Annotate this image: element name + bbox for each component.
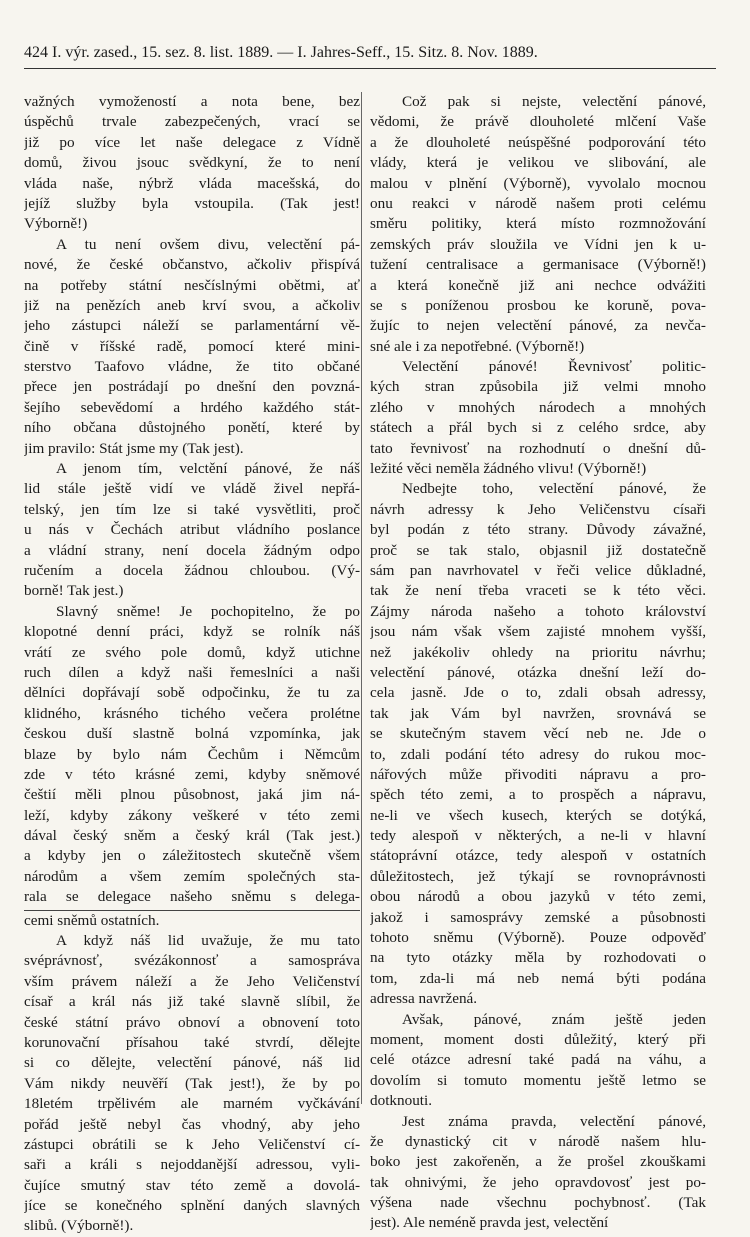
text-line: ne-li ve všech kusech, kterých se dotýká, (370, 806, 706, 824)
text-line: onu reakci v národě našem proti celému (370, 194, 706, 212)
text-line: vším právem náleží a že Jeho Veličenství (24, 972, 360, 990)
text-line: a vládní strany, není docela žádným odpo (24, 541, 360, 559)
text-line: ručením a docela žádnou chloubou. (Vý- (24, 561, 360, 579)
text-line: ležité věci neměla žádného vlivu! (Výborně!) (370, 460, 647, 478)
right-column (370, 92, 706, 1234)
text-line: již po více let naše delegace z Vídně (24, 133, 360, 151)
text-line: sám pan navrhovatel v řeči velice důkladné, (370, 561, 706, 579)
text-line: celé otázce adresní také padá na váhu, a (370, 1051, 706, 1069)
text-line: A tu není ovšem divu, velectění pá- (56, 235, 360, 253)
text-line: jsou nám však všem zajisté mnohem vyšší, (370, 623, 706, 641)
text-line: malou v plnění (Výborně), vyvolalo mocnou (370, 174, 706, 192)
text-line: obou národů a obou jazyků v této zemi, (370, 888, 706, 906)
text-line: saři a králi s nejoddanější adressou, vyli- (24, 1156, 360, 1174)
text-line: návrh adressy k Jeho Veličenstvu císaři (370, 500, 706, 518)
text-line: proč se tak stalo, objasnil již dostatečně (370, 541, 706, 559)
text-line: klidného, krásného tichého večera prolétne (24, 704, 360, 722)
text-line: českou duší slastně bolná vzpomínka, jak (24, 725, 360, 743)
text-line: sterstvo Taafovo vládne, že tito občané (24, 358, 360, 376)
text-line: státech a přál bych si z celého srdce, aby (370, 419, 706, 437)
text-line: tak ohnivými, že jeho opravdovosť jest po- (370, 1173, 706, 1191)
text-line: vědomi, že právě dlouholeté mlčení Vaše (370, 113, 706, 131)
text-line: české státní právo obnoví a obnovení toto (24, 1013, 360, 1031)
text-line: Výborně!) (24, 215, 88, 233)
text-line: a která konečně již ani nechce odvážiti (370, 276, 706, 294)
text-line: dovolím si tomuto momentu ještě letmo se (370, 1071, 706, 1089)
text-line: na potřeby státní nesčíslnými obětmi, ať (24, 276, 360, 294)
text-line: než jakékoliv ohledy na prioritu návrhu; (370, 643, 706, 661)
text-line: směru politiky, která místo rozmnožování (370, 215, 706, 233)
text-line: tohoto sněmu (Výborně). Pouze odpověď (370, 929, 706, 947)
text-line: cela jasně. Jde o to, zdali obsah adressy, (370, 684, 706, 702)
text-line: čujíce smutný stav této země a dovolá- (24, 1176, 360, 1194)
text-line: zemských práv sloužila ve Vídni jen k u- (370, 235, 706, 253)
text-line: úspěchů trvale zabezpečených, vrací se (24, 113, 360, 131)
text-line: přece jen postrádají po dnešní den povzná- (24, 378, 360, 396)
text-line: zástupci obrátili se k Jeho Veličenství cí- (24, 1135, 360, 1153)
text-line: lid stále ještě vidí ve vládě živel nepřá- (24, 480, 360, 498)
text-line: pořád ještě nebyl čas vhodný, aby jeho (24, 1115, 360, 1133)
text-line: telský, jen tím lze si také vysvětliti, proč (24, 500, 360, 518)
text-line: zlého v mnohých národech a mnohých (370, 398, 706, 416)
text-line: Slavný sněme! Je pochopitelno, že po (56, 602, 360, 620)
text-line: nářových může přivoditi nápravu a pro- (370, 765, 706, 783)
text-line: A když náš lid uvažuje, že mu tato (56, 932, 360, 950)
left-column (24, 92, 360, 1237)
text-line: císař a král nás již také slavně slíbil, že (24, 993, 360, 1011)
text-line: svéprávnosť, svézákonnosť a samospráva (24, 952, 360, 970)
text-line: Velectění pánové! Řevnivosť politic- (402, 358, 706, 376)
text-line: sné ale i za nepotřebné. (Výborně!) (370, 337, 585, 355)
text-line: dotknouti. (370, 1092, 433, 1110)
text-line: 18letém trpělivém ale marném vyčkávání (24, 1095, 360, 1113)
text-line: u nás v Čechách atribut vládního poslance (24, 521, 360, 539)
text-line: to, zdali podání této adresy do rukou moc- (370, 745, 706, 763)
text-line: dával český sněm a český král (Tak jest.) (24, 827, 360, 845)
text-line: klopotné denní práci, když se rolník náš (24, 623, 360, 641)
text-line: jíce se konečného splnění daných slavných (24, 1197, 360, 1215)
text-line: tom, zda-li má neb nemá býti podána (370, 969, 706, 987)
column-divider (361, 92, 362, 1104)
text-line: a že dlouholeté neúspěšné podporování této (370, 133, 706, 151)
text-line: šejího sebevědomí a hrdého každého stát- (24, 398, 360, 416)
text-line: se skutečným stavem věcí neb ne. Jde o (370, 725, 706, 743)
text-line: tak jak Vám byl navržen, srovnává se (370, 704, 706, 722)
text-line: a kdyby jen o záležitostech skutečně všem (24, 847, 360, 865)
text-line: blaze by bylo nám Čechům i Němcům (24, 745, 360, 763)
text-line: tato řevnivosť na rozhodnutí o dnešní dů- (370, 439, 706, 457)
text-line: národům a všem zemím společných sta- (24, 867, 360, 885)
text-line: žujíc to nejen velectění pánové, za nevča- (370, 317, 706, 335)
text-line: již na penězích aneb krví svou, a ačkoliv (24, 296, 360, 314)
text-line: jest). Ale neméně pravda jest, velectění (370, 1214, 609, 1232)
text-line: na tyto otázky měla by rozhodovati o (370, 949, 706, 967)
text-line: důležitostech, jež týkají se rovnoprávnosti (370, 867, 706, 885)
text-line: adressa navržená. (370, 990, 478, 1008)
text-line: jeho zástupci náleží se parlamentární vě- (24, 317, 360, 335)
text-line: Vám nikdy neuvěří (Tak jest!), že by po (24, 1074, 360, 1092)
text-line: si co dělejte, velectění pánové, náš lid (24, 1054, 360, 1072)
text-line: vrátí ze svého pole domů, když utichne (24, 643, 360, 661)
text-line: boko jest zakořeněn, a že prošel zkouškami (370, 1153, 706, 1171)
text-line: ního občana důstojného ponětí, které by (24, 419, 360, 437)
text-line: tedy alespoň v některých, a ne-li v hlavní (370, 827, 706, 845)
text-line: ruch dílen a když naši řemeslníci a naši (24, 663, 360, 681)
text-line: Avšak, pánové, znám ještě jeden (402, 1010, 706, 1028)
text-line: Což pak si nejste, velectění pánové, (402, 93, 706, 110)
text-line: tužení centralisace a germanisace (Výborně!) (370, 256, 706, 274)
text-line: vlády, která je velikou ve slibování, ale (370, 154, 706, 172)
text-line: domů, živou jsouc svědkyní, že to není (24, 154, 360, 172)
text-line: výšena nade všechnu pochybnosť. (Tak (370, 1194, 706, 1212)
text-line: važných vymožeností a nota bene, bez (24, 93, 360, 110)
running-header: 424 I. výr. zased., 15. sez. 8. list. 1889. — I. Jahres-Seff., 15. Sitz. 8. Nov. 1889. (24, 44, 538, 61)
text-line: Zájmy národa našeho a tohoto království (370, 602, 706, 620)
text-line: češtií měli plnou působnost, jaká jim ná- (24, 786, 360, 804)
text-line: jejíž služby byla vstoupila. (Tak jest! (24, 194, 360, 212)
text-line: velectění pánové, otázka dnešní leží do- (370, 663, 706, 681)
text-line: že dynastický cit v národě našem hlu- (370, 1132, 706, 1150)
text-line: moment, moment dosti důležitý, který při (370, 1030, 706, 1048)
text-line: cemi sněmů ostatních. (24, 910, 360, 931)
text-line: A jenom tím, velctění pánové, že náš (56, 460, 360, 478)
text-line: státoprávní otázce, tedy alespoň v ostatních (370, 847, 706, 865)
text-line: kých stran způsobila již velmi mnoho (370, 378, 706, 396)
text-line: korunovační přísahou také stvrdí, dělejte (24, 1033, 360, 1051)
text-line: Nedbejte toho, velectění pánové, že (402, 480, 706, 498)
text-line: zde v této krásné zemi, kdyby sněmové (24, 765, 360, 783)
text-line: nové, že české občanstvo, ačkoliv přispívá (24, 256, 360, 274)
text-line: leží, kdyby zákony veškeré v této zemi (24, 806, 360, 824)
text-line: vláda naše, nýbrž vláda macešská, do (24, 174, 360, 192)
text-line: slibů. (Výborně!). (24, 1217, 134, 1235)
text-line: dělníci dopřávají sobě odpočinku, že tu za (24, 684, 360, 702)
text-line: spěch této zemi, a to prospěch a nápravu, (370, 786, 706, 804)
header-rule (24, 68, 716, 69)
text-line: jim pravilo: Stát jsme my (Tak jest). (24, 439, 244, 457)
text-line: čině v říšské radě, pomocí které mini- (24, 337, 360, 355)
text-line: rala se delegace našeho sněmu s delega- (24, 888, 360, 906)
text-line: Jest známa pravda, velectění pánové, (402, 1112, 706, 1130)
text-line: tak že není třeba vraceti se k této věci. (370, 582, 706, 600)
text-line: jakož i samosprávy zemské a působnosti (370, 908, 706, 926)
text-line: se s poníženou prosbou ke koruně, pova- (370, 296, 706, 314)
text-line: borně! Tak jest.) (24, 582, 124, 600)
text-line: byl podán z této strany. Důvody závažné, (370, 521, 706, 539)
